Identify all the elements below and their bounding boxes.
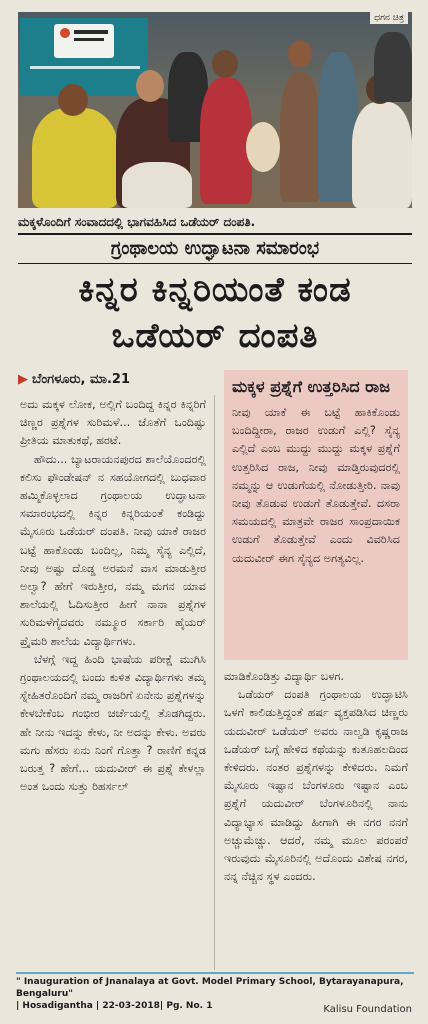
sidebar-title: ಮಕ್ಕಳ ಪ್ರಶ್ನೆಗೆ ಉತ್ತರಿಸಿದ ರಾಜ bbox=[232, 377, 390, 396]
paragraph: ಬೆಳಗ್ಗೆ ಇದ್ದ ಹಿಂದಿ ಭಾಷೆಯ ಪರೀಕ್ಷೆ ಮುಗಿಸಿ ಗ್ರಂಥಾಲಯದಲ್ಲಿ ಬಂದು ಕುಳಿತ ವಿದ್ಯಾರ್ಥಿಗಳು ತಮ್ಮ ಸ್ನೇಹಿತರೊಂದಿಗೆ ನಮ್ಮ ರಾಜರಿಗೆ ಏನೇನು ಪ್ರಶ್ನೆಗಳನ್ನು ಕೇಳಬೇಕೆಂಬ ಗಂಭೀರ ಚರ್ಚೆಯಲ್ಲಿ ತೊಡಗಿದ್ದರು. ಹೇ ನೀನು ಇದನ್ನು ಕೇಳು, ನೀ ಅದನ್ನು ಕೇಳು. ಅವರು ಮಗು ಹೆಸರು ಏನು ನಿಂಗೆ ಗೊತ್ತಾ ? ರಾಣಿಗೆ ಕನ್ನಡ ಬರುತ್ತ ? ಹೇಗೆ... ಯದುವೀರ್ ಈ ಪ್ರಶ್ನೆ ಕೇಳಲ್ಲಾ ಅಂತ ಒಂದು ಸುತ್ತು ರಿಹರ್ಸಲ್ bbox=[20, 652, 206, 794]
sidebar-body: ನೀವು ಯಾಕೆ ಈ ಬಟ್ಟೆ ಹಾಕಿಕೊಂಡು ಬಂದಿದ್ದೀರಾ, ರಾಜರ ಉಡುಗೆ ಎಲ್ಲಿ? ಸೈನ್ಯ ಎಲ್ಲಿದೆ ಎಂಬ ಮುದ್ದು ಮುದ್ದು ಮಕ್ಕಳ ಪ್ರಶ್ನೆಗೆ ಉತ್ತರಿಸಿದ ರಾಜ, ನೀವು ಮಾಡ್ತಿರುವುದರಲ್ಲಿ ನಮ್ಮನ್ನು ಆ ಉಡುಗೆಯಲ್ಲಿ ನೋಡುತ್ತೀರಿ. ನಾವು ನೀವು ತೊಡುವ ಉಡುಗೆ ತೊಡುತ್ತೇವೆ. ದಸರಾ ಸಮಯದಲ್ಲಿ ಮಾತ್ರವೇ ರಾಜರ ಸಾಂಪ್ರದಾಯಿಕ ಉಡುಗೆ ತೊಡುತ್ತೇವೆ ಎಂದು ವಿವರಿಸಿದ ಯದುವೀರ್ ಈಗ ಸೈನ್ಯದ ಅಗತ್ಯವಿಲ್ಲ. bbox=[232, 406, 400, 565]
event-photo bbox=[18, 12, 412, 208]
photo-caption: ಮಕ್ಕಳೊಂದಿಗೆ ಸಂವಾದದಲ್ಲಿ ಭಾಗವಹಿಸಿದ ಒಡೆಯರ್ ದಂಪತಿ. bbox=[18, 215, 256, 229]
performer-figure bbox=[352, 102, 412, 208]
headline-line-1: ಕಿನ್ನರ ಕಿನ್ನರಿಯಂತೆ ಕಂಡ bbox=[78, 270, 352, 310]
kicker-heading: ಗ್ರಂಥಾಲಯ ಉದ್ಘಾಟನಾ ಸಮಾರಂಭ bbox=[110, 238, 320, 259]
column-rule bbox=[214, 395, 215, 970]
foundation-banner bbox=[20, 18, 148, 96]
footer-title: " Inauguration of Jnanalaya at Govt. Model Primary School, Bytarayanapura, Bengaluru" bbox=[16, 977, 404, 999]
kicker-divider bbox=[18, 263, 412, 264]
article-column-2 bbox=[224, 668, 408, 968]
article-column-1 bbox=[20, 396, 206, 968]
kalisu-logo bbox=[54, 24, 114, 58]
paragraph: ಅದು ಮಕ್ಕಳ ಲೋಕ, ಅಲ್ಲಿಗೆ ಬಂದಿದ್ದ ಕಿನ್ನರ ಕಿನ್ನರಿಗೆ ಚಿಣ್ಣರ ಪ್ರಶ್ನೆಗಳ ಸುರಿಮಳೆ... ಜೊತೆಗೆ ಒಂದಿಷ್ಟು ಪ್ರೀತಿಯ ಮಾತುಕಥೆ, ಹರಟೆ. bbox=[20, 398, 206, 448]
sidebar-box bbox=[224, 370, 408, 660]
paragraph: ಒಡೆಯರ್ ದಂಪತಿ ಗ್ರಂಥಾಲಯ ಉದ್ಘಾಟಿಸಿ ಒಳಗೆ ಕಾಲಿಡುತ್ತಿದ್ದಂತೆ ಹರ್ಷ ವ್ಯಕ್ತಪಡಿಸಿದ ಚಿಣ್ಣರು ಯದುವೀರ್ ಒಡೆಯರ್ ಅವರು ನಾಲ್ವಡಿ ಕೃಷ್ಣರಾಜ ಒಡೆಯರ್ ಬಗ್ಗೆ ಹೇಳಿದ ಕಥೆಯನ್ನು ಕುತೂಹಲದಿಂದ ಕೇಳಿದರು. ನಂತರ ಪ್ರಶ್ನೆಗಳನ್ನು ಕೇಳಿದರು. ನಿಮಗೆ ಮೈಸೂರು ಇಷ್ಟಾನ ಬೆಂಗಳೂರು ಇಷ್ಟಾನ ಎಂಬ ಪ್ರಶ್ನೆಗೆ ಯದುವೀರ್ ಬೆಂಗಳೂರಿನಲ್ಲಿ ನಾನು ವಿದ್ಯಾಭ್ಯಾಸ ಮಾಡಿದ್ದು ಹೀಗಾಗಿ ಈ ನಗರ ನನಗೆ ಅಚ್ಚುಮೆಚ್ಚು. ಆದರೆ, ನಮ್ಮ ಮೂಲ ಪರಂಪರೆ ಇರುವುದು ಮೈಸೂರಿನಲ್ಲಿ ಅದೊಂದು ವಿಶೇಷ ನಗರ, ನನ್ನ ನೆಚ್ಚಿನ ಸ್ಥಳ ಎಂದರು. bbox=[224, 688, 408, 884]
caption-divider bbox=[18, 233, 412, 235]
paragraph: ಮಾಡಿಕೊಂಡಿತ್ತು ವಿದ್ಯಾರ್ಥಿ ಬಳಗ. bbox=[224, 670, 345, 683]
seated-woman-figure bbox=[32, 108, 118, 208]
photo-credit-stamp: ಧಗನ ಚಿತ್ರ bbox=[370, 12, 408, 24]
footer-publication: | Hosadigantha | 22-03-2018| Pg. No. 1 bbox=[16, 1001, 213, 1011]
footer-credit: Kalisu Foundation bbox=[323, 1004, 412, 1015]
paragraph: ಹೌದು... ಬ್ಯಾಟರಾಯನಪುರದ ಶಾಲೆಯೊಂದರಲ್ಲಿ ಕಲಿಸು ಫೌಂಡೇಷನ್ ನ ಸಹಯೋಗದಲ್ಲಿ ಬುಧವಾರ ಹಮ್ಮಿಕೊಳ್ಳಲಾದ ಗ್ರಂಥಾಲಯ ಉದ್ಘಾಟನಾ ಸಮಾರಂಭದಲ್ಲಿ ಕಿನ್ನರ ಕಿನ್ನರಿಯಂತೆ ಕಂಡಿದ್ದು ಮೈಸೂರು ಒಡೆಯರ್ ದಂಪತಿ. ನೀವು ಯಾಕೆ ರಾಜರ ಬಟ್ಟೆ ಹಾಕೊಂಡು ಬಂದಿಲ್ಲ, ನಿಮ್ಮ ಸೈನ್ಯ ಎಲ್ಲಿದೆ, ನೀವು ಅಷ್ಟು ದೊಡ್ಡ ಅರಮನೆ ವಾಸ ಮಾಡುತ್ತೀರ ಅಲ್ವಾ? ಹೇಗೆ ಇರುತ್ತೀರ, ನಮ್ಮ ಮಗನ ಯಾವ ಶಾಲೆಯಲ್ಲಿ ಓದಿಸುತ್ತೀರ ಹೀಗೆ ನಾನಾ ಪ್ರಶ್ನೆಗಳ ಸುರಿಮಳೆಗೈದವರು ನಮ್ಮೂರ ಸರ್ಕಾರಿ ಹೈಯರ್ ಪ್ರೈಮರಿ ಶಾಲೆಯ ವಿದ್ಯಾರ್ಥಿಗಳು. bbox=[20, 452, 206, 648]
footer-rule bbox=[16, 972, 414, 974]
source-footer bbox=[16, 976, 414, 1016]
triangle-marker-icon: ▶ bbox=[18, 372, 28, 387]
flower-bouquet bbox=[246, 122, 280, 172]
headline-line-2: ಒಡೆಯರ್ ದಂಪತಿ bbox=[111, 316, 319, 356]
dateline: ▶ ಬೆಂಗಳೂರು, ಮಾ.21 bbox=[18, 372, 131, 387]
